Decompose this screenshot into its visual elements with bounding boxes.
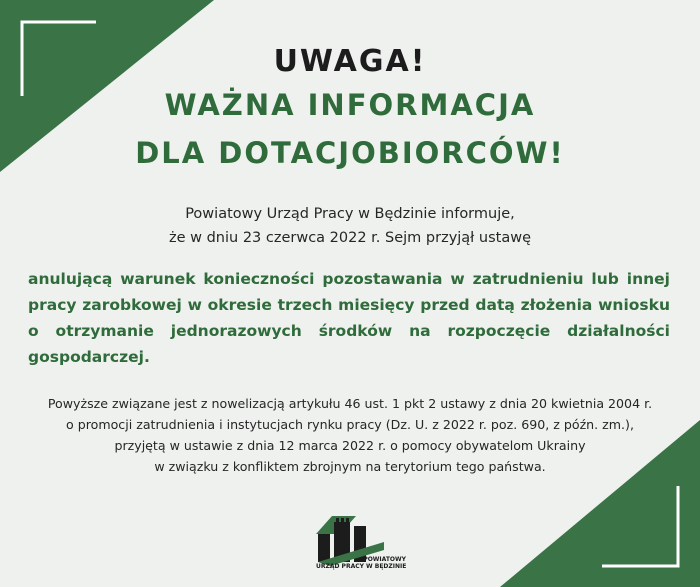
details-line-4: w związku z konfliktem zbrojnym na terytorium tego państwa. (154, 459, 546, 474)
logo-caption (316, 556, 406, 570)
intro-text (120, 202, 580, 250)
details-line-2: o promocji zatrudnienia i instytucjach rynku pracy (Dz. U. z 2022 r. poz. 690, z późn. zm.), (66, 417, 634, 432)
logo-caption-line-1: POWIATOWY (363, 556, 406, 563)
heading-for-grantees: DLA DOTACJOBIORCÓW! (135, 136, 565, 170)
logo-caption-line-2: URZĄD PRACY W BĘDZINIE (316, 563, 407, 570)
details-text (30, 393, 670, 477)
heading-important-info: WAŻNA INFORMACJA (164, 88, 536, 122)
heading-uwaga: UWAGA! (273, 44, 427, 79)
intro-line-2: że w dniu 23 czerwca 2022 r. Sejm przyjął ustawę (168, 230, 532, 246)
highlight-text: anulującą warunek konieczności pozostawania w zatrudnieniu lub innej pracy zarobkowej w okresie trzech miesięcy przed datą złożenia wniosku o otrzymanie jednorazowych środków na rozpoczęcie działalności gospodarczej. (28, 270, 670, 366)
details-line-1: Powyższe związane jest z nowelizacją artykułu 46 ust. 1 pkt 2 ustawy z dnia 20 kwietnia 2004 r. (47, 396, 653, 411)
intro-line-1: Powiatowy Urząd Pracy w Będzinie informuje, (185, 206, 515, 222)
details-line-3: przyjętą w ustawie z dnia 12 marca 2022 r. o pomocy obywatelom Ukrainy (114, 438, 586, 453)
